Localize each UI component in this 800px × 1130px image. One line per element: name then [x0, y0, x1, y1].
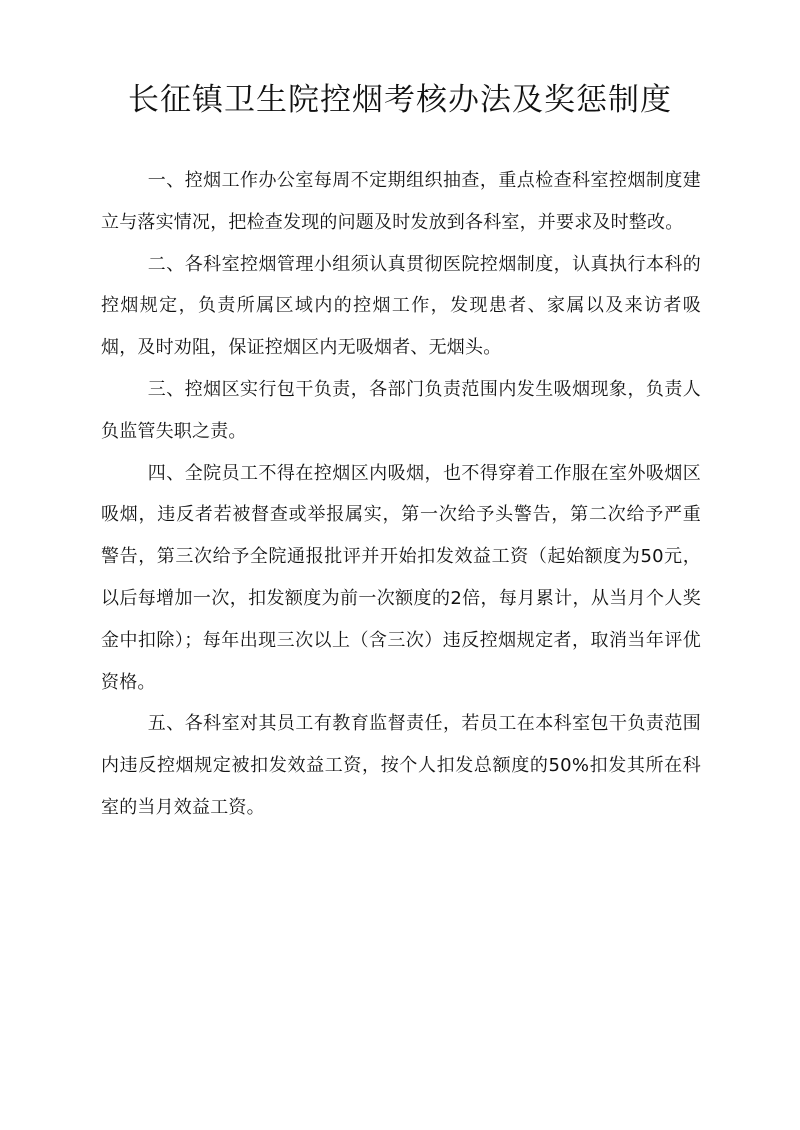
paragraph-1: 一、控烟工作办公室每周不定期组织抽查，重点检查科室控烟制度建立与落实情况，把检查发现的问题及时发放到各科室，并要求及时整改。: [101, 170, 701, 233]
paragraph-2: 二、各科室控烟管理小组须认真贯彻医院控烟制度，认真执行本科的控烟规定，负责所属区域内的控烟工作，发现患者、家属以及来访者吸烟，及时劝阻，保证控烟区内无吸烟者、无烟头。: [101, 253, 701, 359]
paragraph-5: 五、各科室对其员工有教育监督责任，若员工在本科室包干负责范围内违反控烟规定被扣发效益工资，按个人扣发总额度的50%扣发其所在科室的当月效益工资。: [101, 713, 701, 818]
paragraph-3: 三、控烟区实行包干负责，各部门负责范围内发生吸烟现象，负责人负监管失职之责。: [101, 378, 701, 442]
document-title: 长征镇卫生院控烟考核办法及奖惩制度: [128, 82, 672, 118]
document-body: [101, 160, 701, 829]
paragraph-4: 四、全院员工不得在控烟区内吸烟，也不得穿着工作服在室外吸烟区吸烟，违反者若被督查或举报属实，第一次给予头警告，第二次给予严重警告，第三次给予全院通报批评并开始扣发效益工资（起始额度为50元，以后每增加一次，扣发额度为前一次额度的2倍，每月累计，从当月个人奖金中扣除）；每年出现三次以上（含三次）违反控烟规定者，取消当年评优资格。: [101, 462, 701, 693]
